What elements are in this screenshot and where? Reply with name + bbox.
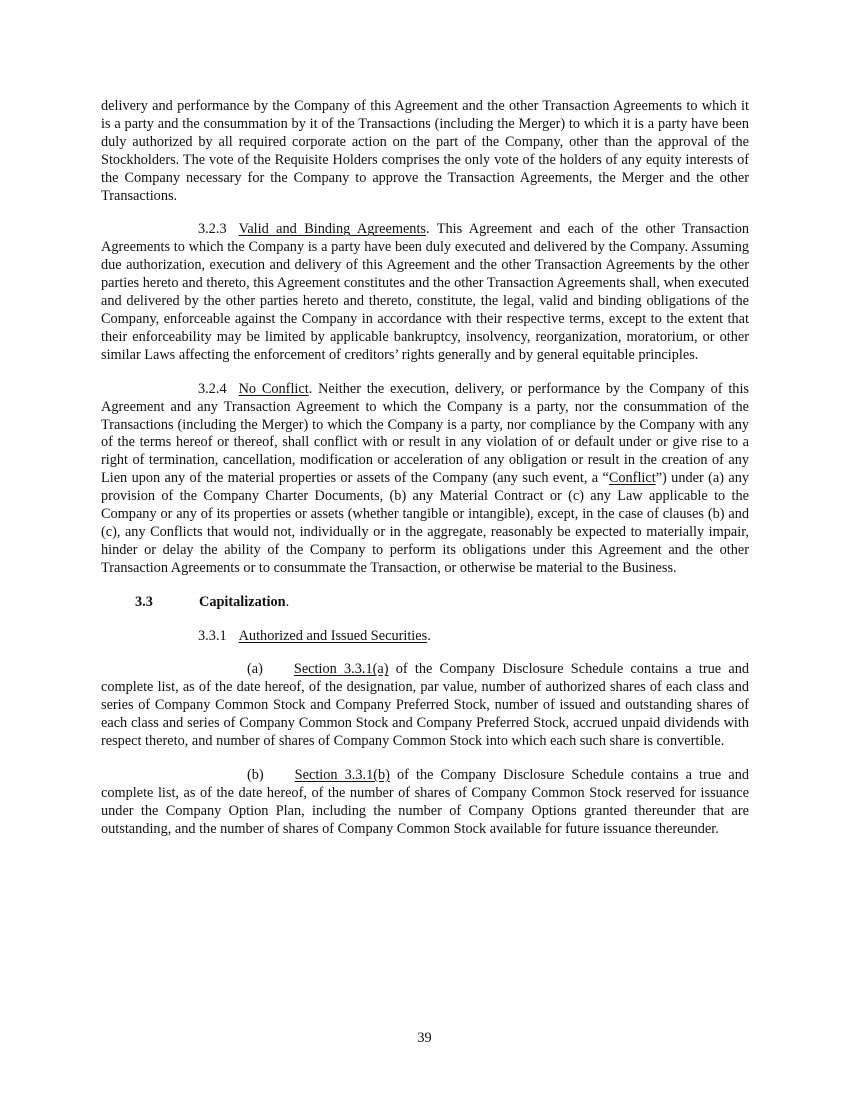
defined-term: Conflict bbox=[608, 470, 656, 487]
subsection-label: (b) bbox=[247, 767, 264, 783]
section-reference: Section 3.3.1(a) bbox=[293, 661, 389, 678]
heading-title: Capitalization bbox=[199, 593, 286, 610]
section-number: 3.2.3 bbox=[198, 221, 227, 238]
section-number: 3.2.4 bbox=[198, 380, 227, 397]
heading-3-3-1 bbox=[198, 628, 749, 646]
heading-3-3 bbox=[135, 594, 749, 612]
paragraph-continuation: delivery and performance by the Company of this Agreement and the other Transaction Agreements to which it is a party and the consummation by it of the Transactions (including the Merger) to which it is a party have been duly authorized by all required corporate action on the part of the Company, other than the approval of the Stockholders. The vote of the Requisite Holders comprises the only vote of the holders of any equity interests of the Company necessary for the Company to approve the Transaction Agreements, the Merger and the other Transactions. bbox=[101, 98, 749, 204]
section-title: No Conflict bbox=[238, 380, 309, 397]
document-page bbox=[101, 98, 749, 839]
section-body: . This Agreement and each of the other Transaction Agreements to which the Company is a party have been duly executed and delivered by the Company. Assuming due authorization, execution and delivery of this Agreement and the other Transaction Agreements by the other parties hereto and thereto, this Agreement constitutes and the other Transaction Agreements shall, when executed and delivered by the other parties hereto and thereto, constitute, the legal, valid and binding obligations of the Company, enforceable against the Company in accordance with their respective terms, except to the extent that their enforceability may be limited by applicable bankruptcy, insolvency, reorganization, moratorium, or other similar Laws affecting the enforcement of creditors’ rights generally and by general equitable principles. bbox=[101, 221, 750, 363]
subsection-label: (a) bbox=[247, 661, 263, 678]
subsection-body: of the Company Disclosure Schedule contains a true and complete list, as of the date hereof, of the designation, par value, number of authorized shares of each class and series of Company Common Stock and Company Preferred Stock, number of issued and outstanding shares of each class and series of Company Common Stock and Company Preferred Stock, accrued unpaid dividends with respect thereto, and number of shares of Company Common Stock into which each such share is convertible. bbox=[101, 661, 749, 750]
section-title: Valid and Binding Agreements bbox=[238, 221, 426, 238]
heading-period: . bbox=[285, 593, 290, 610]
subsection-b bbox=[101, 767, 749, 839]
subsection-body: of the Company Disclosure Schedule contains a true and complete list, as of the date hereof, of the number of shares of Company Common Stock reserved for issuance under the Company Option Plan, including the number of Company Options granted thereunder that are outstanding, and the number of shares of Company Common Stock available for future issuance thereunder. bbox=[101, 767, 749, 837]
subsection-a bbox=[101, 661, 749, 751]
section-reference: Section 3.3.1(b) bbox=[294, 767, 390, 783]
page-number: 39 bbox=[417, 1030, 432, 1046]
heading-period: . bbox=[427, 627, 431, 644]
heading-number: 3.3.1 bbox=[198, 627, 227, 644]
section-3-2-3 bbox=[101, 221, 749, 364]
heading-title: Authorized and Issued Securities bbox=[238, 627, 428, 644]
heading-number: 3.3 bbox=[135, 593, 153, 610]
section-3-2-4 bbox=[101, 381, 749, 578]
section-body: . Neither the execution, delivery, or performance by the Company of this Agreement and any Transaction Agreement to which the Company is a party, nor the consummation of the Transactions (including the Merger) to which the Company is a party, nor compliance by the Company with any of the terms hereof or thereof, shall conflict with or result in any violation of or default under or give rise to a right of termination, cancellation, modification or acceleration of any obligation or result in the creation of any Lien upon any of the material properties or assets of the Company (any such event, a “ bbox=[101, 380, 749, 487]
section-body-cont: ”) under (a) any provision of the Company Charter Documents, (b) any Material Contract or (c) any Law applicable to the Company or any of its properties or assets (whether tangible or intangible), except, in the case of clauses (b) and (c), any Conflicts that would not, individually or in the aggregate, reasonably be expected to materially impair, hinder or delay the ability of the Company to perform its obligations under this Agreement and the other Transaction Agreements or to consummate the Transaction, or otherwise be material to the Business. bbox=[101, 470, 749, 576]
